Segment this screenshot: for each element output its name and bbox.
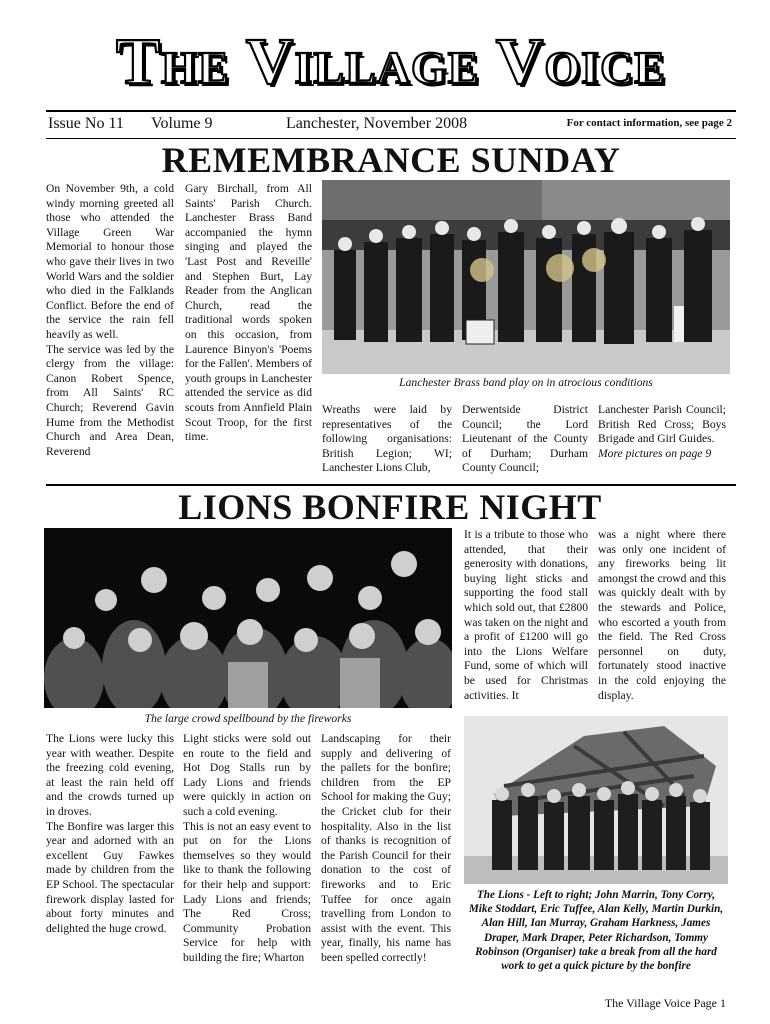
bonfire-col3-para: Landscaping for their supply and delivering of the pallets for the bonfire; children from the EP School for making the Guy; the Cricket club for their hospitality. Also in the list of thanks is recognition of the Parish Council for their donation to the cost of fireworks and to Eric Tuffee for once again travelling from London to assist with the event. This year, finally, his name has been spelled correctly! <box>321 732 451 964</box>
brass-band-caption: Lanchester Brass band play on in atrocious conditions <box>399 376 653 389</box>
remembrance-column-2 <box>185 182 312 478</box>
bonfire-col2-para2: This is not an easy event to put on for the Lions themselves so they would like to thank the following for their help and support: Lady Lions and friends; The Red Cross; Community Probation Service for help with building the fire; Wharton <box>183 819 311 964</box>
brass-band-photo <box>322 180 730 374</box>
bonfire-top-column-2 <box>598 528 726 704</box>
remembrance-column-5 <box>598 403 726 478</box>
bonfire-top-col2-para: was a night where there was only one incident of any fireworks being lit amongst the crowd and this was quickly dealt with by the stewards and Police, who escorted a youth from the field. The Red Cross personnel on duty, fortunately stood inactive in the cold enjoying the display. <box>598 528 726 702</box>
masthead-title: The Village Voice <box>116 25 666 98</box>
headline-lions-bonfire: LIONS BONFIRE NIGHT <box>178 487 602 527</box>
bonfire-column-3 <box>321 732 451 996</box>
lions-group-photo <box>464 716 728 884</box>
remembrance-column-4 <box>462 403 588 478</box>
lions-caption: The Lions - Left to right; John Marrin, Tony Corry, Mike Stoddart, Eric Tuffee, Alan Kelly, Martin Durkin, Alan Hill, Ian Murray, Graham Harkness, James Draper, Mark Draper, Peter Richardson, Tommy Robinson (Organiser) take a break from all the hard work to get a quick picture by the bonfire <box>468 889 724 973</box>
info-bar <box>46 112 736 138</box>
bonfire-top-col1-para: It is a tribute to those who attended, that their generosity with donations, buying light sticks and supporting the food stall which sold out, that £2800 was taken on the night and a profit of £1200 will go into the Lions Welfare Fund, some of which will be used for Christmas activities. It <box>464 528 588 702</box>
remembrance-column-1 <box>46 182 174 478</box>
remembrance-col4-para: Derwentside District Council; the Lord Lieutenant of the County of Durham; Durham County Council; <box>462 403 588 475</box>
remembrance-column-3 <box>322 403 452 478</box>
more-pictures-note: More pictures on page 9 <box>598 446 712 460</box>
crowd-caption: The large crowd spellbound by the fireworks <box>144 712 352 725</box>
remembrance-col2-para: Gary Birchall, from All Saints' Parish Church. Lanchester Brass Band accompanied the hymn singing and played the 'Last Post and Reveille' and Stephen Burt, Lay Reader from the Anglican Church, read the traditional words spoken on this occasion, from Laurence Binyon's 'Poems for the Fallen'. Members of youth groups in Lanchester attended the service as did scouts from Annfield Plain Scout Troop, for the first time. <box>185 182 312 444</box>
remembrance-col3-para: Wreaths were laid by representatives of the following organisations: British Legion; WI; Lanchester Lions Club, <box>322 403 452 475</box>
bonfire-column-1 <box>46 732 174 996</box>
bonfire-col2-para1: Light sticks were sold out en route to the field and Hot Dog Stalls run by Lady Lions and friends were quickly in action on such a cold evening. <box>183 732 311 818</box>
volume-number: Volume 9 <box>151 115 213 132</box>
crowd-photo <box>44 528 452 708</box>
page-footer: The Village Voice Page 1 <box>604 996 726 1010</box>
remembrance-col1-para1: On November 9th, a cold windy morning greeted all those who attended the Village Green War Memorial to honour those who gave their lives in two World Wars and the soldier who died in the Falklands Conflict. Before the end of the service the rain fell heavily as well. <box>46 182 174 341</box>
bonfire-top-column-1 <box>464 528 588 704</box>
issue-number: Issue No 11 <box>48 115 124 132</box>
remembrance-col1-para2: The service was led by the clergy from the village: Canon Robert Spence, from All Saints' RC Church; Reverend Gavin Hume from the Methodist Church and Area Dean, Reverend <box>46 342 174 458</box>
remembrance-col5-para: Lanchester Parish Council; British Red Cross; Boys Brigade and Girl Guides. <box>598 403 726 446</box>
bonfire-col1-para2: The Bonfire was larger this year and adorned with an excellent Guy Fawkes made by children from the EP School. The spectacular firework display lasted for about forty minutes and delighted the huge crowd. <box>46 819 174 935</box>
headline-remembrance: REMEMBRANCE SUNDAY <box>161 140 621 180</box>
bonfire-column-2 <box>183 732 311 996</box>
contact-info: For contact information, see page 2 <box>566 117 732 129</box>
place-date: Lanchester, November 2008 <box>286 115 468 132</box>
bonfire-col1-para1: The Lions were lucky this year with weather. Despite the freezing cold evening, at least the rain held off and the crowds turned up in droves. <box>46 732 174 818</box>
